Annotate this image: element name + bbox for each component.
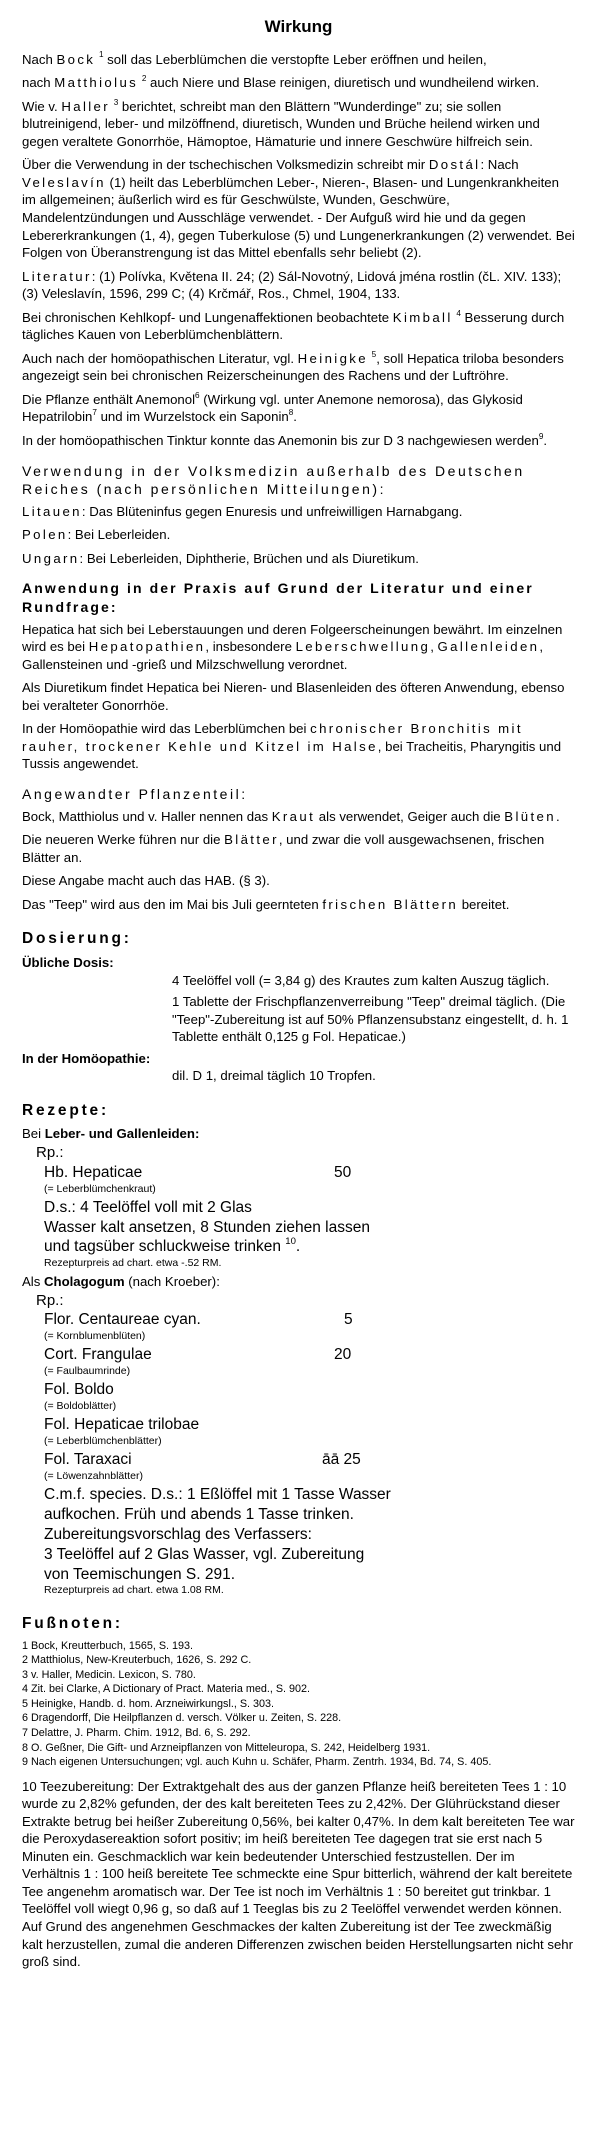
rp-label: Rp.: — [36, 1143, 64, 1161]
rezept-item: Flor. Centaureae cyan. 5 — [44, 1311, 353, 1329]
section-heading-dosierung: Dosierung: — [22, 930, 132, 948]
paragraph-inhaltsstoffe: Die Pflanze enthält Anemonol$^6$ (Wirkung vgl. unter Anemone nemorosa), das Glykosid Hepatrilobin$^7$ und im Wurzelstock ein Saponin$^8$. — [22, 390, 523, 425]
paragraph-pflanzenteil-3: Diese Angabe macht auch das HAB. (§ 3). — [22, 873, 270, 889]
footnote: 6 Dragendorff, Die Heilpflanzen d. versch. Völker u. Zeiten, S. 228. — [22, 1712, 342, 1725]
rezept-note: (= Boldoblätter) — [44, 1400, 117, 1413]
rezept-note: (= Leberblümchenkraut) — [44, 1182, 156, 1195]
rezept-item: Fol. Taraxaci āā 25 — [44, 1451, 361, 1469]
paragraph-pflanzenteil-4: Das "Teep" wird aus den im Mai bis Juli geernteten frischen Blättern bereitet. — [22, 896, 510, 912]
author-name: Bock — [56, 51, 96, 67]
page-title: Wirkung — [264, 17, 333, 36]
footnote: 5 Heinigke, Handb. d. hom. Arzneiwirkungsl., S. 303. — [22, 1697, 275, 1710]
rezept-item: Hb. Hepaticae 50 — [44, 1163, 352, 1181]
dosis-text: 1 Tablette der Frischpflanzenverreibung "Teep" dreimal täglich. (Die "Teep"-Zubereitung ist auf 50% Pflanzensubstanz eingestellt, d. h. 1 Tablette enthält 0,125 g Fol. Hepaticae.) — [172, 994, 569, 1045]
footnote: 1 Bock, Kreutterbuch, 1565, S. 193. — [22, 1639, 194, 1652]
literatur-label: Literatur — [22, 268, 92, 284]
rezept-2 — [44, 1310, 575, 1598]
paragraph-pflanzenteil-2: Die neueren Werke führen nur die Blätter, und zwar die voll ausgewachsenen, frischen Blätter an. — [22, 832, 545, 865]
paragraph-anemonin: In der homöopathischen Tinktur konnte das Anemonin bis zur D 3 nachgewiesen werden$^9$. — [22, 431, 548, 448]
author-name: Kimball — [392, 309, 453, 325]
rezept-note: (= Faulbaumrinde) — [44, 1365, 131, 1378]
rezept-signatur: von Teemischungen S. 291. — [44, 1565, 236, 1583]
paragraph-praxis-1: Hepatica hat sich bei Leberstauungen und deren Folgeerscheinungen bewährt. Im einzelnen wird es bei Hepatopathien, insbesondere Leberschwellung, Gallenleiden, Gallensteinen und -grieß und Milzschwellung verordnet. — [22, 621, 563, 672]
rezept-signatur: und tagsüber schluckweise trinken $^{10}$. — [44, 1236, 301, 1256]
rezept-intro: Als Cholagogum (nach Kroeber): — [22, 1273, 220, 1289]
rezept-item: Fol. Boldo — [44, 1381, 114, 1399]
footnote-ref: 1 — [98, 50, 104, 60]
footnote: 2 Matthiolus, New-Kreuterbuch, 1626, S. 292 C. — [22, 1654, 252, 1667]
rezept-intro: Bei Leber- und Gallenleiden: — [22, 1126, 200, 1142]
footnote-teezubereitung: 10 Teezubereitung: Der Extraktgehalt des aus der ganzen Pflanze heiß bereiteten Tees 1 : 10 wurde zu 2,82% gefunden, der des kalt bereiteten Tees zu 2,42%. Der Glührückstand dieser Extrakte betrug bei heißer Zubereitung 0,56%, bei kalter 0,47%. In dem kalt bereiteten Tee war die Peroxydasereaktion sofort positiv; im heiß bereiteten Tee dagegen trat sie erst nach 5 Minuten ein. Geschmacklich war kein bedeutender Unterschied festzustellen. Der im Verhältnis 1 : 100 heiß bereitete Tee schmeckte eine Spur bitterlich, während der kalt bereitete Tee angenehm aromatisch war. Der Tee ist noch im Verhältnis 1 : 50 bereitet gut trinkbar. 1 Teelöffel voll wiegt 0,96 g, so daß auf 1 Teeglas bis zu 2 Teelöffel verwendet werden können. Auf Grund des angenehmen Geschmackes der kalten Zubereitung ist der Tee zweckmäßig kalt herzustellen, zumal die anderen Differenzen zwischen beiden Herstellungsarten nicht sehr groß sind. — [22, 1778, 575, 1970]
footnote: 9 Nach eigenen Untersuchungen; vgl. auch Kuhn u. Schäfer, Pharm. Zentrh. 1934, Bd. 74, S. 405. — [22, 1756, 492, 1769]
rp-label: Rp.: — [36, 1291, 64, 1309]
rezept-signatur: Wasser kalt ansetzen, 8 Stunden ziehen lassen — [44, 1218, 370, 1236]
rezept-note: (= Leberblümchenblätter) — [44, 1435, 162, 1448]
footnote-ref: 9 — [538, 431, 544, 441]
footnote: 7 Delattre, J. Pharm. Chim. 1912, Bd. 6, S. 292. — [22, 1726, 251, 1739]
paragraph-literatur: Literatur: (1) Polívka, Květena II. 24; (2) Sál-Novotný, Lidová jména rostlin (čL. XIV. 133); (3) Veleslavín, 1596, 299 C; (4) Krčmář, Ros., Chmel, 1904, 133. — [22, 268, 562, 302]
footnote-ref: 4 — [456, 308, 461, 318]
paragraph-pflanzenteil-1: Bock, Matthiolus und v. Haller nennen das Kraut als verwendet, Geiger auch die Blüten. — [22, 808, 560, 824]
paragraph-heinigke: Auch nach der homöopathischen Literatur, vgl. Heinigke $^5$, soll Hepatica triloba besonders angezeigt sein bei chronischen Reizerscheinungen des Rachens und der Luftröhre. — [22, 349, 564, 384]
rezept-signatur: 3 Teelöffel auf 2 Glas Wasser, vgl. Zubereitung — [44, 1545, 365, 1563]
section-heading-rezepte: Rezepte: — [22, 1101, 109, 1119]
rezept-item: Fol. Hepaticae trilobae — [44, 1416, 200, 1434]
paragraph-bock: Nach Bock $^1$ soll das Leberblümchen die verstopfte Leber eröffnen und heilen, — [22, 50, 487, 67]
dosis-text: 4 Teelöffel voll (= 3,84 g) des Krautes zum kalten Auszug täglich. — [172, 972, 550, 988]
author-name: Heinigke — [297, 350, 368, 366]
dosis-text-homoeopathie: dil. D 1, dreimal täglich 10 Tropfen. — [172, 1068, 376, 1084]
footnote-ref: 6 — [195, 390, 200, 400]
footnote: 8 O. Geßner, Die Gift- und Arzneipflanzen von Mitteleuropa, S. 242, Heidelberg 1931. — [22, 1741, 431, 1754]
author-name: Veleslavín — [22, 174, 106, 190]
list-item: Ungarn: Bei Leberleiden, Diphtherie, Brüchen und als Diuretikum. — [22, 550, 419, 566]
paragraph-kimball: Bei chronischen Kehlkopf- und Lungenaffektionen beobachtete Kimball $^4$ Besserung durch tägliches Kauen von Leberblümchenblättern. — [22, 308, 565, 343]
list-item: Polen: Bei Leberleiden. — [22, 527, 171, 543]
rezept-signatur: aufkochen. Früh und abends 1 Tasse trinken. — [44, 1506, 354, 1524]
rezept-signatur: C.m.f. species. D.s.: 1 Eßlöffel mit 1 Tasse Wasser — [44, 1486, 391, 1504]
rezept-item: Cort. Frangulae 20 — [44, 1346, 352, 1364]
footnote: 3 v. Haller, Medicin. Lexicon, S. 780. — [22, 1668, 196, 1681]
author-name: Dostál — [428, 157, 481, 173]
paragraph-matthiolus: nach Matthiolus $^2$ auch Niere und Blase reinigen, diuretisch und wundheilend wirken. — [22, 73, 540, 91]
paragraph-dostal: Über die Verwendung in der tschechischen Volksmedizin schreibt mir Dostál: Nach Veleslavín (1) heilt das Leberblümchen Leber-, Nieren-, Blasen- und Lungenkrankheiten im allgemeinen; äußerlich wird es für Geschwülste, Wunden, Geschwüre, Mandelentzündungen und Ausschläge verwendet. - Der Aufguß wird hie und da gegen Lebererkrankungen (1, 4), gegen Tuberkulose (5) und Lungenerkrankungen (2) verwendet. Bei Folgen von Überanstrengung ist das Mittel ebenfalls sehr beliebt (2). — [22, 157, 575, 261]
footnote-ref: 5 — [371, 349, 377, 359]
rezept-note: (= Löwenzahnblätter) — [44, 1470, 143, 1483]
section-heading-fussnoten: Fußnoten: — [22, 1614, 123, 1632]
paragraph-praxis-3: In der Homöopathie wird das Leberblümchen bei chronischer Bronchitis mit rauher, trockener Kehle und Kitzel im Halse, bei Tracheitis, Pharyngitis und Tussis angewendet. — [22, 721, 562, 772]
rezept-price: Rezepturpreis ad chart. etwa 1.08 RM. — [44, 1584, 224, 1597]
section-heading-praxis: Anwendung in der Praxis auf Grund der Literatur und einer Rundfrage: — [22, 580, 534, 616]
footnote-ref: 7 — [92, 408, 97, 418]
footnote: 4 Zit. bei Clarke, A Dictionary of Pract. Materia med., S. 902. — [22, 1683, 311, 1696]
footnote-ref: 2 — [141, 73, 147, 83]
rezept-signatur: Zubereitungsvorschlag des Verfassers: — [44, 1525, 312, 1543]
rezept-price: Rezepturpreis ad chart. etwa -.52 RM. — [44, 1257, 222, 1270]
footnote-ref: 3 — [113, 97, 119, 107]
rezept-1 — [44, 1163, 575, 1271]
section-heading-pflanzenteil: Angewandter Pflanzenteil: — [22, 786, 248, 802]
paragraph-praxis-2: Als Diuretikum findet Hepatica bei Nieren- und Blasenleiden des öfteren Anwendung, ebenso bei veralteter Gonorrhöe. — [22, 680, 565, 713]
list-item: Litauen: Das Blüteninfus gegen Enuresis und unfreiwilligen Harnabgang. — [22, 503, 463, 519]
rezept-note: (= Kornblumenblüten) — [44, 1330, 146, 1343]
author-name: Matthiolus — [54, 75, 139, 91]
dosis-label-homoeopathie: In der Homöopathie: — [22, 1050, 151, 1066]
dosis-label: Übliche Dosis: — [22, 954, 114, 970]
author-name: Haller — [61, 98, 111, 114]
rezept-signatur: D.s.: 4 Teelöffel voll mit 2 Glas — [44, 1198, 252, 1216]
footnote-ref: 8 — [288, 408, 294, 418]
section-heading-volksmedizin: Verwendung in der Volksmedizin außerhalb des Deutschen Reiches (nach persönlichen Mitteilungen): — [22, 462, 525, 498]
paragraph-haller: Wie v. Haller $^3$ berichtet, schreibt man den Blättern "Wunderdinge" zu; sie sollen blutreinigend, leber- und milzöffnend, diuretisch, Wunden und Brüche heilend wirken und gegen veraltete Gonorrhöe, Hämoptoe, Hämaturie und innere Geschwüre hilfreich sein. — [22, 97, 540, 149]
